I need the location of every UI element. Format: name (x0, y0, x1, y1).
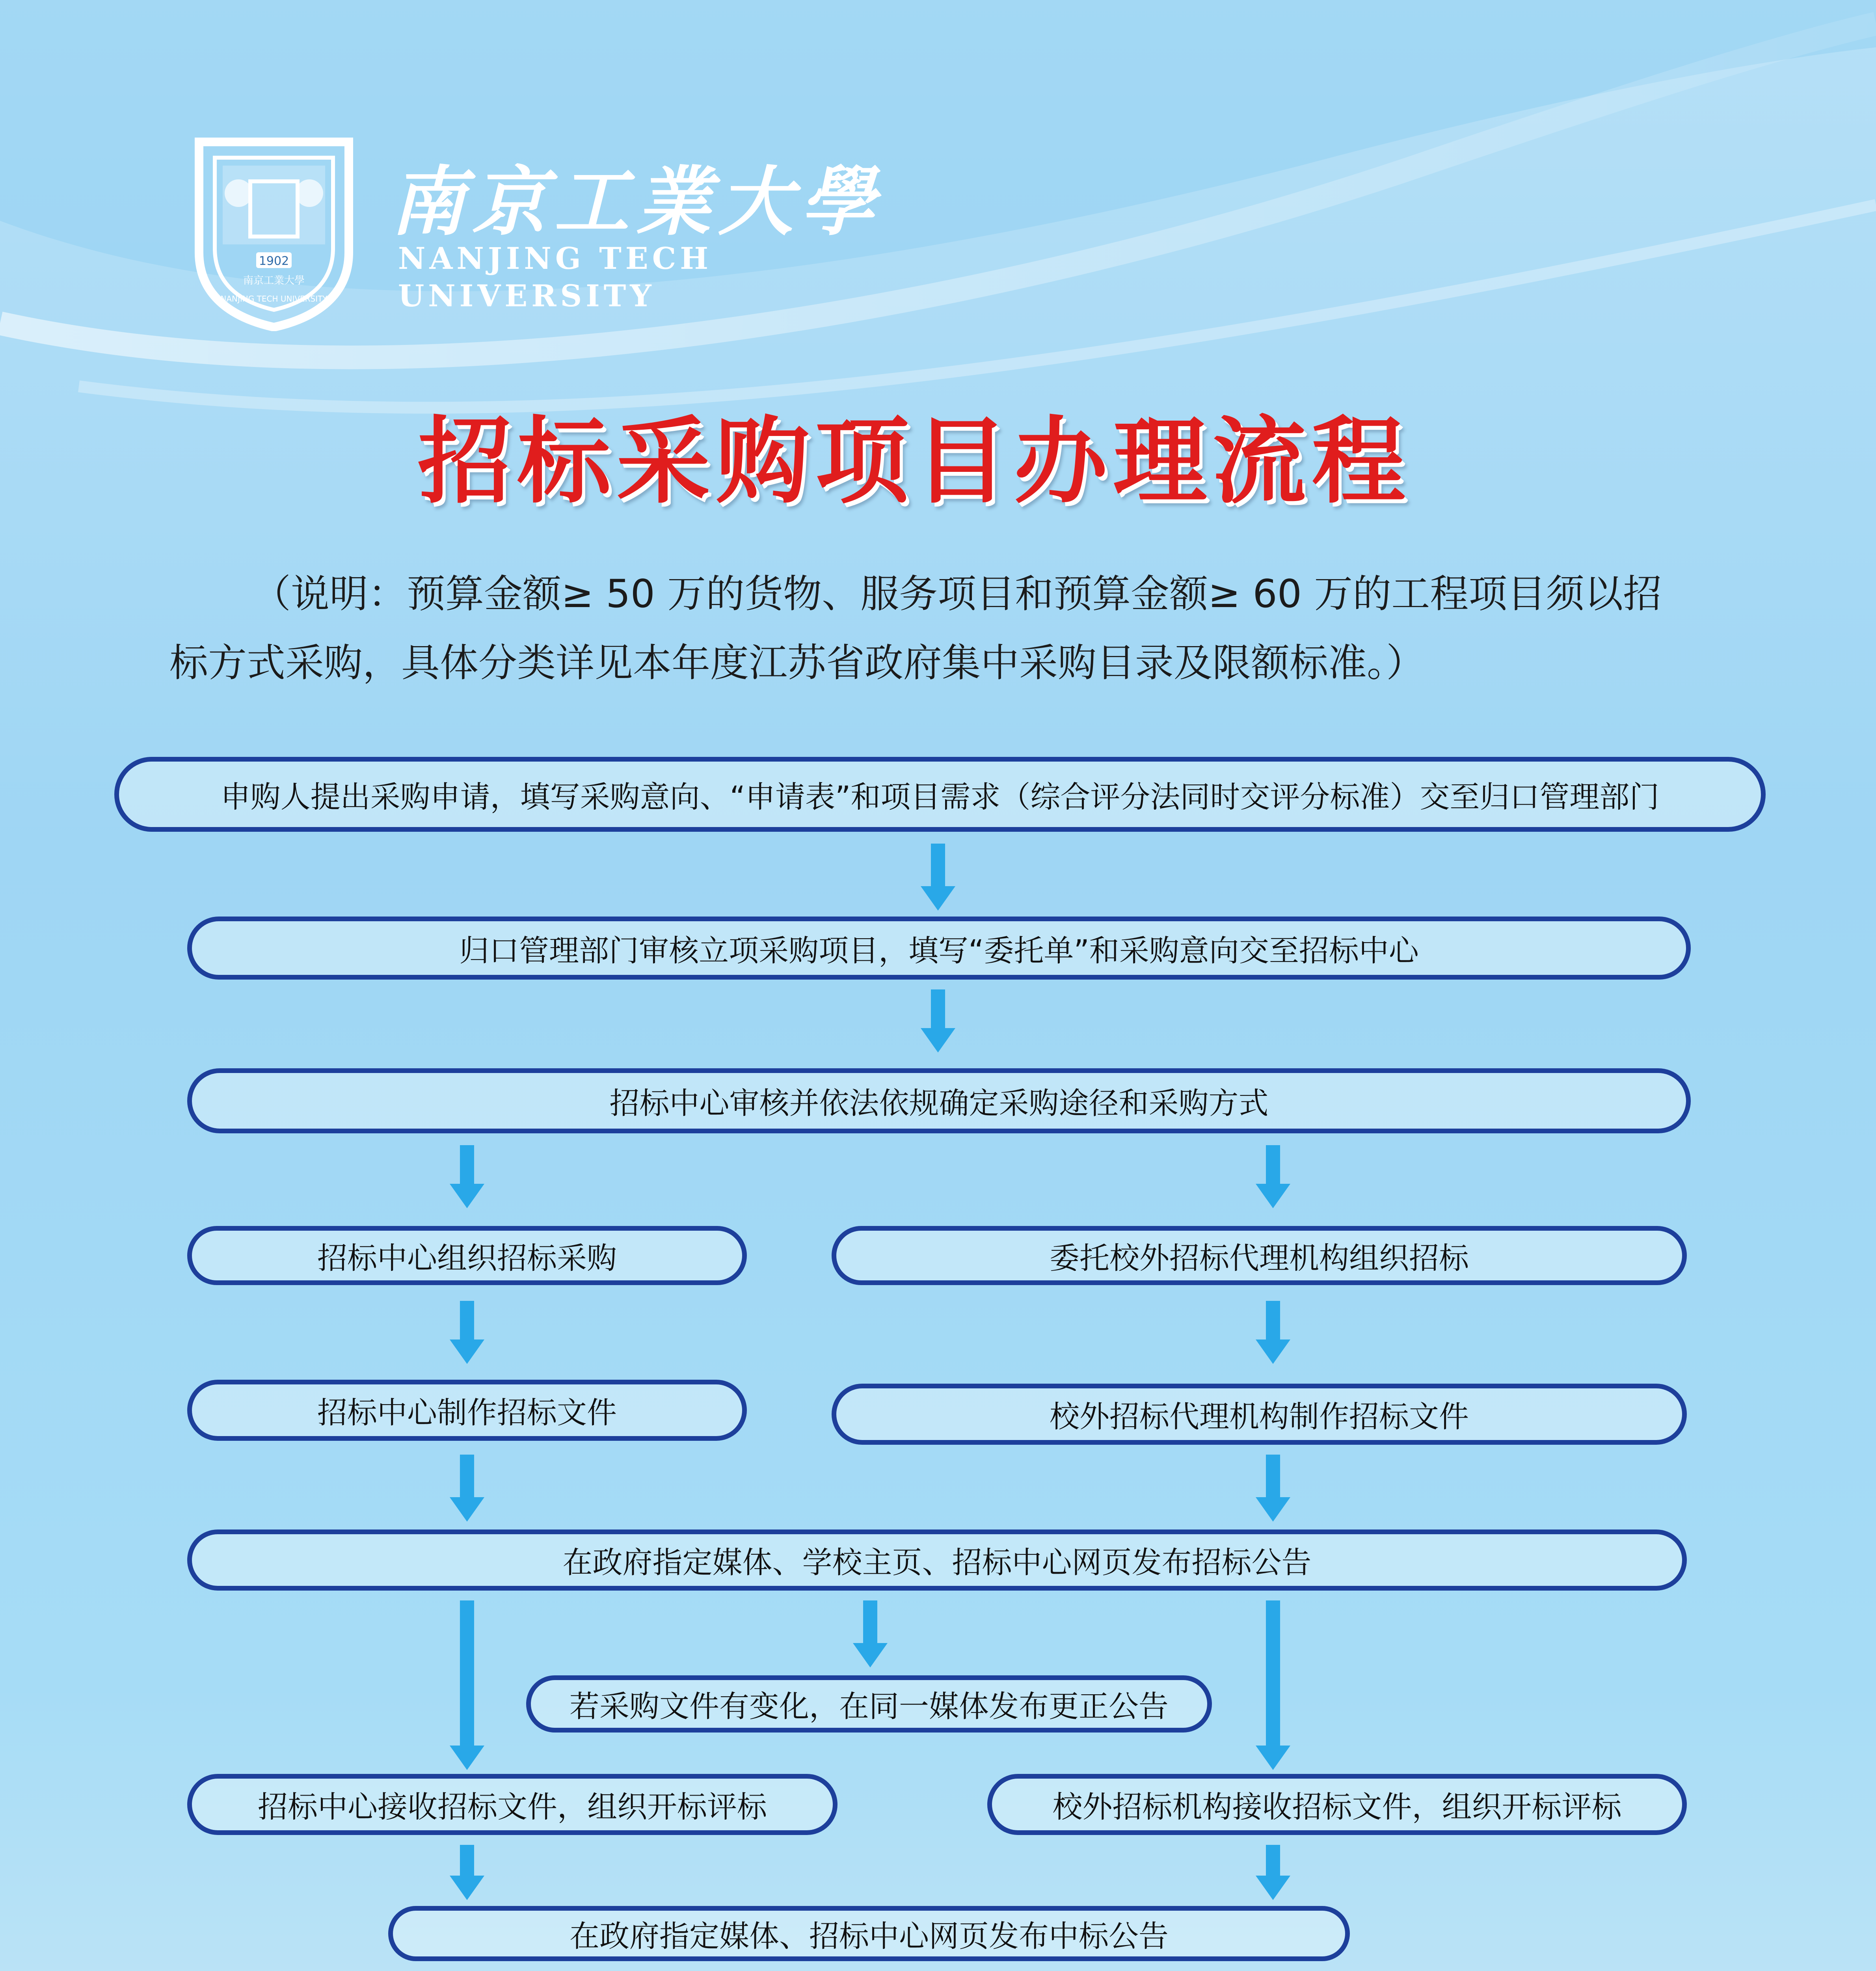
seal-year: 1902 (259, 254, 289, 268)
arrow-6-right (1266, 1600, 1280, 1746)
school-name-en-line2: UNIVERSITY (398, 278, 655, 313)
step-dept-review: 归口管理部门审核立项采购项目，填写“委托单”和采购意向交至招标中心 (187, 917, 1691, 980)
step-left-receive: 招标中心接收招标文件，组织开标评标 (187, 1774, 838, 1835)
seal-ring-text: NANJING TECH UNIVERSITY (220, 294, 328, 304)
note-line-2: 标方式采购，具体分类详见本年度江苏省政府集中采购目录及限额标准。） (169, 641, 1425, 686)
arrow-5-right (1266, 1455, 1280, 1498)
arrow-3-right (1266, 1145, 1280, 1185)
school-name-cn: 南京工業大學 (390, 158, 882, 246)
arrow-7-right (1266, 1845, 1280, 1876)
university-logo (191, 134, 357, 331)
arrow-6-left (460, 1600, 474, 1746)
step-right-receive: 校外招标机构接收招标文件，组织开标评标 (987, 1774, 1687, 1835)
step-center-review: 招标中心审核并依法依规确定采购途径和采购方式 (187, 1068, 1691, 1133)
step-left-docs: 招标中心制作招标文件 (187, 1380, 747, 1441)
arrow-3-left (460, 1145, 474, 1185)
step-right-docs: 校外招标代理机构制作招标文件 (832, 1384, 1687, 1445)
step-apply: 申购人提出采购申请，填写采购意向、“申请表”和项目需求（综合评分法同时交评分标准）交至归口管理部门 (114, 757, 1766, 832)
step-publish-award: 在政府指定媒体、招标中心网页发布中标公告 (388, 1906, 1350, 1961)
seal-text-cn: 南京工業大學 (243, 275, 305, 287)
arrow-4-left (460, 1301, 474, 1340)
note-line-1: （说明：预算金额≥ 50 万的货物、服务项目和预算金额≥ 60 万的工程项目须以招 (252, 572, 1662, 617)
university-seal-icon (191, 134, 357, 331)
arrow-4-right (1266, 1301, 1280, 1340)
school-name-en-line1: NANJING TECH (398, 241, 713, 276)
step-left-organize: 招标中心组织招标采购 (187, 1226, 747, 1285)
arrow-2 (931, 989, 945, 1029)
arrow-1 (931, 844, 945, 887)
step-correction: 若采购文件有变化，在同一媒体发布更正公告 (526, 1675, 1212, 1733)
page-title: 招标采购项目办理流程 (418, 407, 1411, 516)
arrow-7-left (460, 1845, 474, 1876)
step-right-organize: 委托校外招标代理机构组织招标 (832, 1226, 1687, 1285)
arrow-6-middle (863, 1600, 877, 1644)
step-publish-notice: 在政府指定媒体、学校主页、招标中心网页发布招标公告 (187, 1529, 1687, 1591)
arrow-5-left (460, 1455, 474, 1498)
